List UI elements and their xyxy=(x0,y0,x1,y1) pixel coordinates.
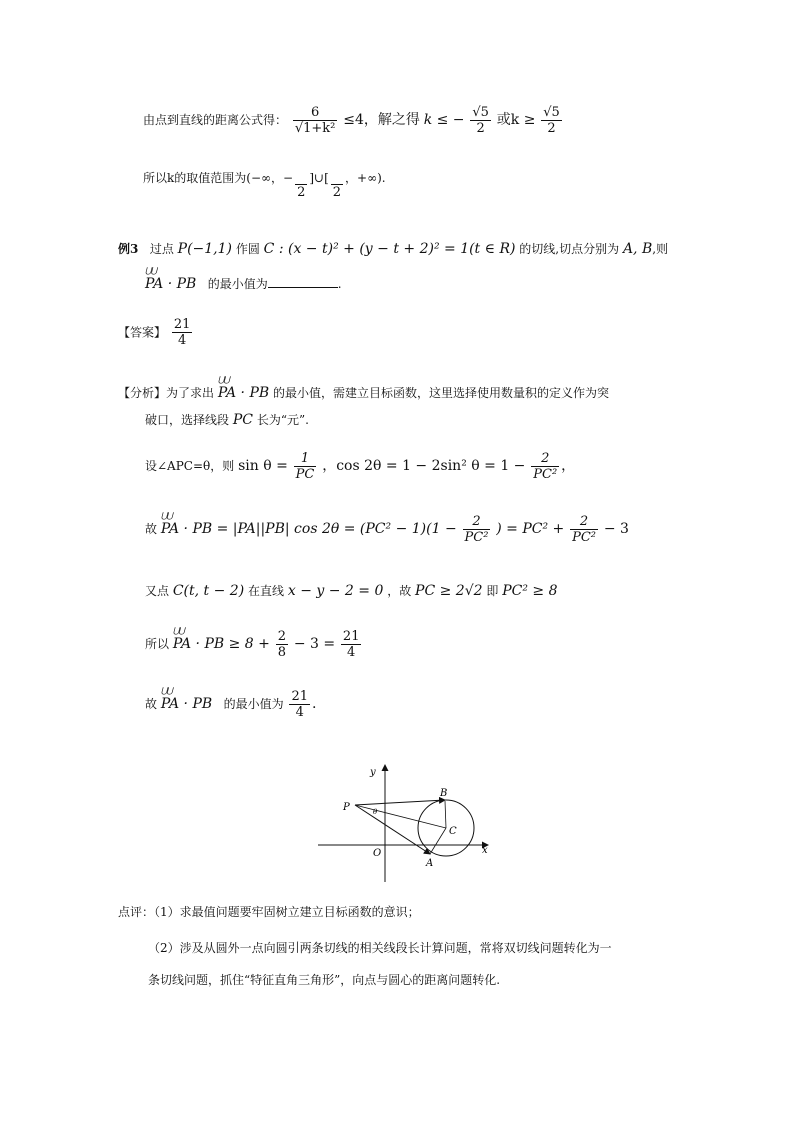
text: 的最小值为 xyxy=(223,697,284,711)
label-a: A xyxy=(426,858,434,869)
fraction xyxy=(276,630,288,659)
segment-bc xyxy=(445,801,446,828)
label-o: O xyxy=(373,848,382,859)
math: C : (x − t)² + (y − t + 2)² = 1(t ∈ R) xyxy=(263,241,516,257)
label-c: C xyxy=(449,826,457,837)
text: . xyxy=(337,277,342,291)
segment-pa xyxy=(355,805,430,854)
fraction xyxy=(470,106,491,135)
analysis-line6 xyxy=(145,630,363,659)
denominator: PC² xyxy=(533,467,558,482)
fraction xyxy=(295,183,307,199)
text: 设∠APC=θ，则 xyxy=(145,459,235,473)
math: . xyxy=(312,696,317,712)
fraction xyxy=(293,106,338,135)
numerator: √5 xyxy=(543,105,560,120)
fraction xyxy=(289,690,310,719)
comment-line1: 点评：（1）求最值问题要牢固树立建立目标函数的意识； xyxy=(118,905,420,919)
distance-formula-line xyxy=(143,106,564,135)
math: A, B xyxy=(622,241,653,257)
math: P(−1,1) xyxy=(177,241,232,257)
analysis-line7 xyxy=(145,690,316,719)
range-line xyxy=(143,172,386,199)
text: ≤4，解之得 xyxy=(343,112,420,128)
text: 所以k的取值范围为(−∞，− xyxy=(143,171,294,185)
label-p: P xyxy=(343,802,350,813)
denominator: 4 xyxy=(172,332,193,347)
answer-line xyxy=(118,318,194,347)
math: 或k ≥ xyxy=(496,112,536,128)
example-question-line2 xyxy=(145,277,342,291)
numerator: √5 xyxy=(472,105,489,120)
math: sin θ = xyxy=(238,458,288,474)
math: ) = PC² + xyxy=(496,521,565,537)
denominator: 4 xyxy=(341,644,362,659)
denominator: PC² xyxy=(572,530,597,545)
math: PC xyxy=(232,412,253,428)
text: 在直线 xyxy=(248,584,285,598)
math: PC ≥ 2√2 xyxy=(415,583,483,599)
segment-pc xyxy=(355,805,446,828)
text: ,则 xyxy=(652,242,669,256)
text: 的最小值，需建立目标函数，这里选择使用数量积的定义作为突 xyxy=(272,386,609,400)
comment-line3: 条切线问题，抓住“特征直角三角形”，向点与圆心的距离问题转化. xyxy=(148,973,501,987)
text: 由点到直线的距离公式得： xyxy=(143,113,288,127)
fraction xyxy=(294,452,317,481)
denominator: 2 xyxy=(470,120,491,135)
text: 【分析】为了求出 xyxy=(118,386,215,400)
math: ⋃⋃ PA · PB xyxy=(218,386,269,400)
numerator: 1 xyxy=(300,451,310,466)
denominator: PC² xyxy=(464,530,489,545)
denominator: 4 xyxy=(289,704,310,719)
denominator: √1+k² xyxy=(294,121,336,136)
fraction xyxy=(331,183,343,199)
math: ⋃⋃ PA · PB = |PA||PB| cos 2θ = (PC² − 1)(1 − xyxy=(161,522,457,536)
math: ，cos 2θ = 1 − 2sin² θ = 1 − xyxy=(322,458,526,474)
math: x − y − 2 = 0 xyxy=(287,583,384,599)
segment-ac xyxy=(430,828,446,854)
text: 即 xyxy=(486,584,499,598)
analysis-line2 xyxy=(145,413,309,427)
text: 的最小值为 xyxy=(207,277,268,291)
text: 长为“元”. xyxy=(256,413,309,427)
example-label: 例3 xyxy=(118,242,139,256)
numerator: 2 xyxy=(277,629,286,644)
math: − 3 xyxy=(603,521,629,537)
text: ，故 xyxy=(387,584,412,598)
analysis-line5 xyxy=(145,584,558,598)
fraction xyxy=(341,630,362,659)
math: k ≤ − xyxy=(423,112,465,128)
text: ，+∞). xyxy=(345,171,386,185)
answer-blank xyxy=(268,287,338,288)
math: ， xyxy=(561,458,576,474)
numerator: 21 xyxy=(173,317,191,332)
text: 过点 xyxy=(149,242,174,256)
text: 所以 xyxy=(145,637,170,651)
denominator: 8 xyxy=(277,645,286,660)
fraction xyxy=(570,515,598,544)
label-b: B xyxy=(440,788,448,799)
math: − 3 = xyxy=(293,636,336,652)
text: 故 xyxy=(145,697,158,711)
text: 的切线,切点分别为 xyxy=(519,242,620,256)
answer-label: 【答案】 xyxy=(118,325,167,340)
denominator: PC xyxy=(295,467,315,482)
numerator: 21 xyxy=(291,689,308,704)
denominator: 2 xyxy=(297,185,306,200)
text: 作圆 xyxy=(235,242,260,256)
example-question-line1 xyxy=(118,242,668,256)
math: C(t, t − 2) xyxy=(172,583,245,599)
text: 破口，选择线段 xyxy=(145,413,230,427)
fraction xyxy=(541,106,562,135)
numerator: 6 xyxy=(310,105,320,120)
math: ⋃⋃ PA · PB xyxy=(161,697,212,711)
tangent-figure xyxy=(318,760,498,885)
numerator: 2 xyxy=(579,514,589,529)
comment-line2: （2）涉及从圆外一点向圆引两条切线的相关线段长计算问题，常将双切线问题转化为一 xyxy=(148,941,612,955)
fraction xyxy=(172,318,193,347)
denominator: 2 xyxy=(332,185,342,200)
numerator: 2 xyxy=(472,514,481,529)
text: ]∪[ xyxy=(309,171,329,185)
numerator: 21 xyxy=(342,629,360,644)
label-x: x xyxy=(482,845,488,856)
fraction xyxy=(531,452,559,481)
fraction xyxy=(463,515,491,544)
numerator: 2 xyxy=(541,451,550,466)
math: ⋃⋃ PA · PB ≥ 8 + xyxy=(173,637,270,651)
math: PC² ≥ 8 xyxy=(502,583,558,599)
analysis-line4 xyxy=(145,515,629,544)
label-theta: θ xyxy=(373,808,378,816)
denominator: 2 xyxy=(541,120,562,135)
label-y: y xyxy=(370,767,376,778)
analysis-line3 xyxy=(145,452,575,481)
text: 故 xyxy=(145,522,158,536)
math: ⋃⋃ PA · PB xyxy=(145,277,196,291)
analysis-line1 xyxy=(118,386,609,400)
text: 又点 xyxy=(145,584,170,598)
